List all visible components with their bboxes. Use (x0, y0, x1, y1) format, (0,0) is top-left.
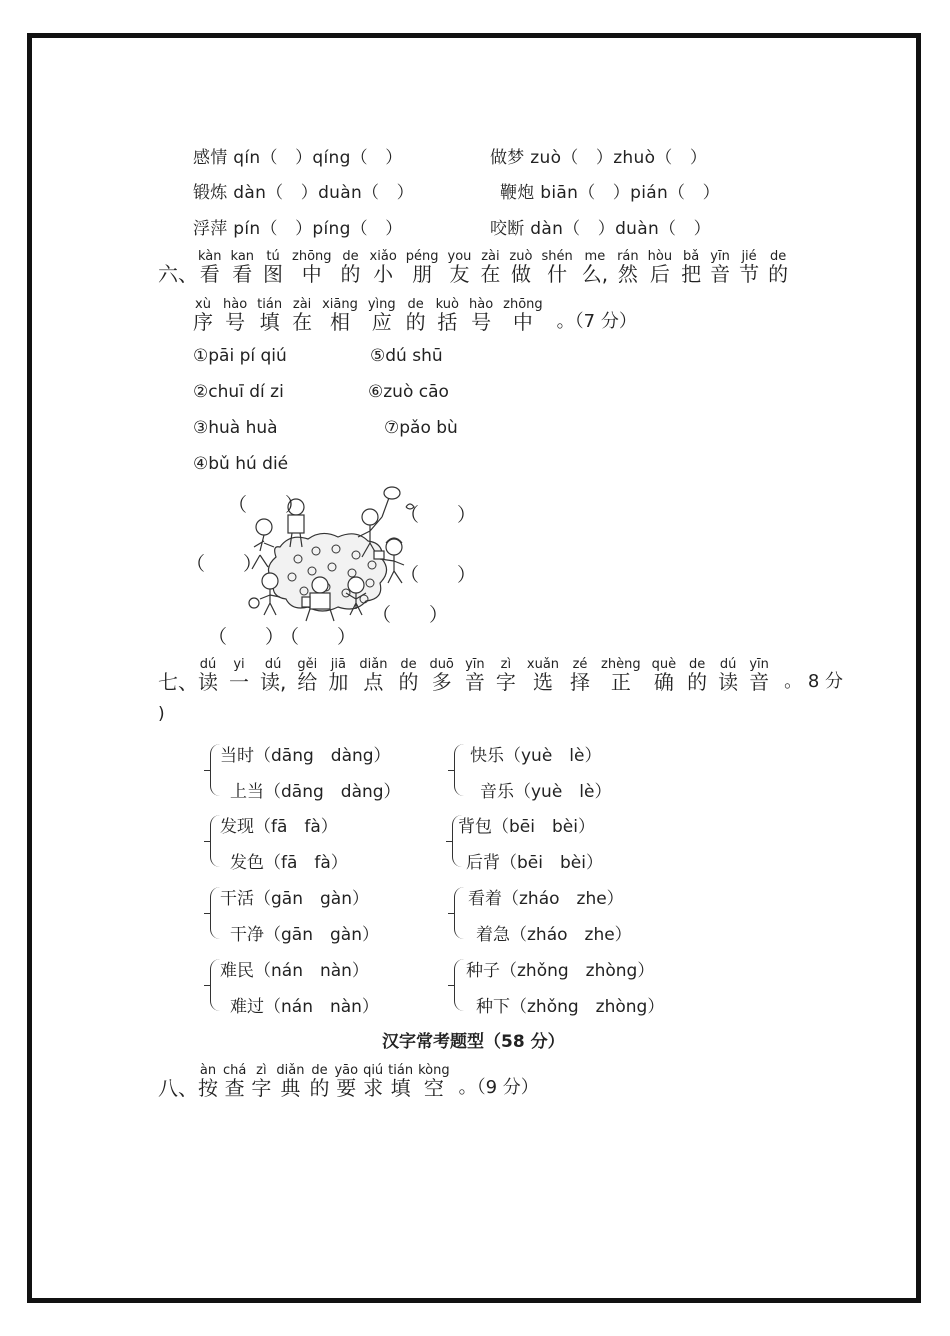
pinyin-character (527, 658, 559, 693)
option-3: ③huà huà (193, 418, 278, 438)
section-8-score: 。（9 分） (458, 1077, 539, 1098)
pinyin-character (768, 250, 788, 285)
hanzi: 然 (617, 262, 638, 286)
pinyin-character (406, 250, 439, 285)
pinyin: dú (199, 657, 217, 672)
option-4: ④bǔ hú dié (193, 454, 289, 474)
pair-6-top: 看着（zháo zhe） (468, 889, 624, 909)
pinyin-character (260, 658, 286, 693)
pinyin-character (398, 658, 418, 693)
option-5: ⑤dú shū (370, 346, 443, 366)
pinyin-character (334, 1064, 358, 1099)
pinyin-character (648, 250, 672, 285)
pinyin-character (263, 250, 283, 285)
pinyin-character (739, 250, 759, 285)
hanzi: 填 (259, 310, 280, 334)
hanzi: 括 (437, 310, 458, 334)
hanzi: 选 (532, 670, 553, 694)
pair-8-top: 种子（zhǒng zhòng） (466, 961, 655, 981)
pinyin: hào (468, 297, 494, 312)
hanzi: 填 (390, 1076, 411, 1100)
pinyin-character (681, 250, 701, 285)
polyphone-row-2-right: 鞭炮 biān（ ）pián（ ） (500, 183, 720, 203)
pinyin: yīn (710, 249, 730, 264)
pinyin-character (687, 658, 707, 693)
section-8-heading (158, 1064, 539, 1099)
hanzi: 择 (570, 670, 591, 694)
pinyin-character (359, 658, 387, 693)
option-2: ②chuī dí zi (193, 382, 284, 402)
pinyin-character (223, 298, 247, 333)
pinyin: me (584, 249, 606, 264)
pinyin: àn (199, 1063, 217, 1078)
answer-paren-4[interactable]: （ ） (400, 564, 477, 586)
pinyin: yīn (465, 657, 485, 672)
brace-icon (454, 887, 465, 939)
pinyin-character (652, 658, 677, 693)
hanzi: 把 (681, 262, 702, 286)
hanzi: 点 (363, 670, 384, 694)
pinyin: xiǎo (369, 249, 397, 264)
pinyin-character (322, 298, 358, 333)
hanzi: 音 (710, 262, 731, 286)
option-6: ⑥zuò cāo (368, 382, 449, 402)
pinyin: péng (405, 249, 439, 264)
pinyin-character (223, 1064, 246, 1099)
hanzi: 后 (649, 262, 670, 286)
polyphone-row-3-right: 咬断 dàn（ ）duàn（ ） (490, 219, 711, 239)
pinyin-character (570, 658, 590, 693)
section-8-number: 八、 (158, 1076, 198, 1100)
hanzi: 节 (739, 262, 760, 286)
hanzi: 字 (495, 670, 516, 694)
option-7: ⑦pǎo bù (384, 418, 458, 438)
hanzi: 朋 (412, 262, 433, 286)
pinyin: bǎ (682, 249, 700, 264)
hanzi: 的 (687, 670, 708, 694)
pinyin-character (436, 298, 459, 333)
hanzi: 在 (480, 262, 501, 286)
pinyin-character (309, 1064, 329, 1099)
pair-4-bottom: 后背（bēi bèi） (466, 853, 603, 873)
category-title: 汉字常考题型（58 分） (382, 1032, 565, 1052)
pinyin: dú (264, 657, 282, 672)
hanzi: 相 (329, 310, 350, 334)
answer-paren-3[interactable]: （ ） (186, 553, 263, 575)
pair-2-bottom: 音乐（yuè lè） (480, 782, 612, 802)
section-7-score-wrap: ) (158, 704, 165, 724)
brace-icon (454, 959, 465, 1011)
pinyin: yāo (334, 1063, 359, 1078)
pinyin: de (769, 249, 787, 264)
hanzi: 读, (260, 670, 287, 694)
pinyin-character (509, 250, 532, 285)
pinyin: kuò (435, 297, 459, 312)
pinyin-character (251, 1064, 271, 1099)
pinyin: tú (266, 249, 280, 264)
pinyin-character (292, 250, 332, 285)
pinyin-character (718, 658, 738, 693)
pinyin: kòng (418, 1063, 450, 1078)
pinyin-character (710, 250, 730, 285)
hanzi: 多 (431, 670, 452, 694)
hanzi: 图 (263, 262, 284, 286)
pinyin: hào (223, 297, 248, 312)
pinyin: xuǎn (526, 657, 560, 672)
pinyin: yi (233, 657, 245, 672)
pinyin: de (311, 1063, 328, 1078)
hanzi: 音 (749, 670, 770, 694)
answer-paren-7[interactable]: （ ） (280, 626, 357, 648)
pinyin-character (193, 298, 213, 333)
pinyin-character (198, 658, 218, 693)
answer-paren-5[interactable]: （ ） (372, 604, 449, 626)
pinyin-character (276, 1064, 304, 1099)
hanzi: 么, (581, 262, 609, 286)
hanzi: 应 (371, 310, 392, 334)
pinyin: tián (257, 297, 283, 312)
section-7-score: 。 8 分 (784, 671, 843, 692)
polyphone-row-1-left: 感情 qín（ ）qíng（ ） (193, 148, 403, 168)
pinyin-character (465, 658, 485, 693)
pair-6-bottom: 着急（zháo zhe） (476, 925, 632, 945)
hanzi: 看 (232, 262, 253, 286)
pinyin: tián (388, 1063, 414, 1078)
answer-paren-2[interactable]: （ ） (400, 504, 477, 526)
pinyin: de (407, 297, 424, 312)
hanzi: 空 (423, 1076, 444, 1100)
pinyin: zhōng (292, 249, 332, 264)
pair-8-bottom: 种下（zhǒng zhòng） (476, 997, 665, 1017)
pinyin-character (328, 658, 348, 693)
pinyin: zì (500, 657, 512, 672)
pinyin-character (388, 1064, 413, 1099)
hanzi: 读 (718, 670, 739, 694)
pair-4-top: 背包（bēi bèi） (458, 817, 595, 837)
hanzi: 的 (309, 1076, 330, 1100)
pinyin-character (617, 250, 639, 285)
pinyin-character (231, 250, 255, 285)
hanzi: 加 (328, 670, 349, 694)
pinyin-character (749, 658, 769, 693)
pinyin-character (503, 298, 543, 333)
polyphone-row-3-left: 浮萍 pín（ ）píng（ ） (193, 219, 403, 239)
pinyin-character (341, 250, 361, 285)
pinyin-character (541, 250, 572, 285)
hanzi: 在 (292, 310, 313, 334)
hanzi: 号 (471, 310, 492, 334)
option-1: ①pāi pí qiú (193, 346, 287, 366)
hanzi: 什 (547, 262, 568, 286)
brace-icon (454, 744, 465, 796)
pinyin: qiú (363, 1063, 384, 1078)
pinyin-character (601, 658, 641, 693)
pair-1-bottom: 上当（dāng dàng） (230, 782, 401, 802)
answer-paren-6[interactable]: （ ） (208, 626, 285, 648)
pinyin: jiā (330, 657, 346, 672)
hanzi: 一 (229, 670, 249, 694)
section-6-heading-line-1 (158, 250, 797, 285)
pinyin-character (370, 250, 397, 285)
pinyin-character (297, 658, 317, 693)
pinyin: diǎn (359, 657, 388, 672)
pinyin: you (447, 249, 472, 264)
hanzi: 音 (464, 670, 485, 694)
section-7-number: 七、 (158, 670, 198, 694)
pinyin: hòu (647, 249, 673, 264)
pinyin-character (582, 250, 608, 285)
hanzi: 查 (224, 1076, 245, 1100)
pinyin-character (368, 298, 396, 333)
polyphone-row-1-right: 做梦 zuò（ ）zhuò（ ） (490, 148, 708, 168)
pinyin-character (363, 1064, 383, 1099)
pinyin: zì (256, 1063, 267, 1078)
hanzi: 的 (768, 262, 789, 286)
hanzi: 的 (340, 262, 361, 286)
pinyin: gěi (297, 657, 318, 672)
pinyin: jié (741, 249, 757, 264)
pinyin-character (406, 298, 426, 333)
section-6-score: 。（7 分） (556, 311, 637, 332)
pinyin-character (496, 658, 516, 693)
pinyin-character (229, 658, 249, 693)
pair-3-bottom: 发色（fā fà） (230, 853, 348, 873)
pinyin: kan (230, 249, 255, 264)
hanzi: 中 (512, 310, 533, 334)
pinyin: zài (292, 297, 312, 312)
hanzi: 看 (199, 262, 220, 286)
pinyin: chá (223, 1063, 247, 1078)
pinyin-character (429, 658, 453, 693)
hanzi: 小 (373, 262, 394, 286)
pinyin-character (198, 1064, 218, 1099)
hanzi: 字 (251, 1076, 272, 1100)
section-6-heading-line-2 (193, 298, 637, 333)
pinyin: yìng (367, 297, 396, 312)
pinyin-character (448, 250, 472, 285)
hanzi: 中 (301, 262, 322, 286)
hanzi: 正 (610, 670, 631, 694)
pinyin: rán (617, 249, 639, 264)
pair-7-top: 难民（nán nàn） (220, 961, 369, 981)
pair-7-bottom: 难过（nán nàn） (230, 997, 379, 1017)
hanzi: 求 (363, 1076, 384, 1100)
hanzi: 的 (398, 670, 419, 694)
pair-5-bottom: 干净（gān gàn） (230, 925, 379, 945)
hanzi: 友 (449, 262, 470, 286)
pinyin: zài (481, 249, 500, 264)
pinyin-character (418, 1064, 450, 1099)
section-6-number: 六、 (158, 262, 198, 286)
section-7-heading (158, 658, 843, 693)
pinyin: yīn (749, 657, 769, 672)
answer-paren-1[interactable]: （ ） (228, 494, 305, 516)
hanzi: 的 (405, 310, 426, 334)
pinyin: de (688, 657, 706, 672)
pinyin: kàn (198, 249, 222, 264)
pair-2-top: 快乐（yuè lè） (470, 746, 602, 766)
pinyin: xiāng (322, 297, 358, 312)
pinyin: zé (572, 657, 588, 672)
hanzi: 给 (297, 670, 318, 694)
hanzi: 要 (336, 1076, 357, 1100)
hanzi: 典 (280, 1076, 301, 1100)
pinyin: zuò (509, 249, 533, 264)
pinyin-character (198, 250, 222, 285)
polyphone-row-2-left: 锻炼 dàn（ ）duàn（ ） (193, 183, 414, 203)
hanzi: 序 (193, 310, 213, 334)
pinyin-character (292, 298, 312, 333)
pinyin: de (400, 657, 417, 672)
hanzi: 号 (225, 310, 246, 334)
pinyin: duō (429, 657, 454, 672)
pinyin: zhèng (601, 657, 641, 672)
pinyin: de (342, 249, 359, 264)
hanzi: 读 (198, 670, 218, 694)
pinyin: dú (719, 657, 737, 672)
pinyin-character (257, 298, 282, 333)
pinyin: xù (195, 297, 211, 312)
hanzi: 按 (198, 1076, 218, 1100)
pair-1-top: 当时（dāng dàng） (220, 746, 391, 766)
pair-5-top: 干活（gān gàn） (220, 889, 369, 909)
pinyin-character (469, 298, 493, 333)
pinyin: shén (541, 249, 573, 264)
pair-3-top: 发现（fā fà） (220, 817, 338, 837)
hanzi: 做 (510, 262, 531, 286)
hanzi: 确 (653, 670, 674, 694)
pinyin: què (651, 657, 677, 672)
pinyin: diǎn (276, 1063, 305, 1078)
pinyin: zhōng (503, 297, 543, 312)
pinyin-character (480, 250, 500, 285)
